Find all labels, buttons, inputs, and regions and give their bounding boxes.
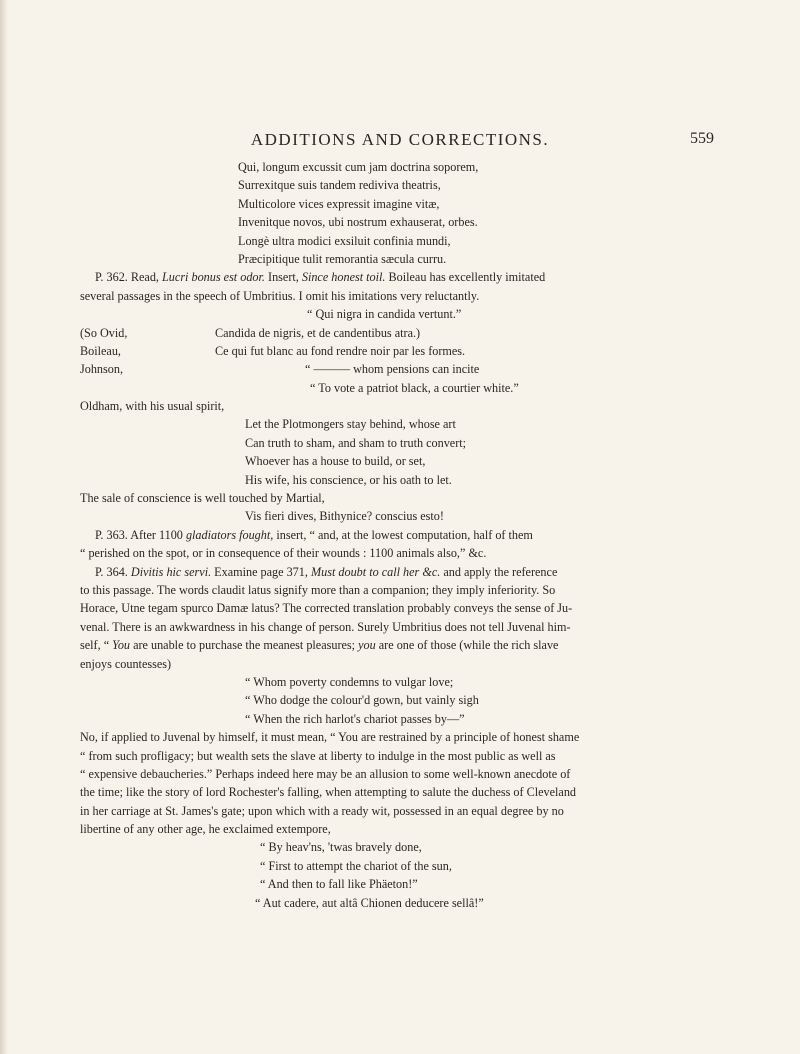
prose-line: to this passage. The words claudit latus signify more than a companion; they imply inferiority. So (80, 582, 556, 597)
verse-line: Præcipitique tulit remorantia sæcula curru. (238, 251, 447, 266)
prose-line: libertine of any other age, he exclaimed extempore, (80, 822, 331, 837)
attribution-text: Candida de nigris, et de candentibus atra.) (215, 325, 421, 340)
prose-line: in her carriage at St. James's gate; upon which with a ready wit, possessed in an equal degree by no (80, 803, 564, 818)
page-edge-shadow (0, 0, 8, 1054)
prose-line: “ expensive debaucheries.” Perhaps indeed here may be an allusion to some well-known anecdote of (80, 766, 571, 781)
prose-line (95, 563, 717, 581)
text-run: insert, “ and, at the lowest computation, half of them (273, 527, 533, 542)
attribution-boileau (80, 342, 717, 360)
oldham-intro: Oldham, with his usual spirit, (80, 399, 225, 414)
johnson-line-2: “ To vote a patriot black, a courtier white.” (310, 380, 519, 395)
verse-line: Let the Plotmongers stay behind, whose art (245, 417, 456, 432)
italic-run: Must doubt to call her &c. (310, 564, 441, 579)
prose-line (80, 636, 717, 654)
page-number: 559 (690, 130, 714, 147)
text-run: Boileau has excellently imitated (385, 270, 546, 285)
verse-line: Invenitque novos, ubi nostrum exhauserat, orbes. (238, 215, 478, 230)
verse-line: “ And then to fall like Phäeton!” (260, 877, 418, 892)
page-header (0, 130, 800, 150)
attribution-text: Ce qui fut blanc au fond rendre noir par les formes. (215, 343, 466, 358)
prose-line: No, if applied to Juvenal by himself, it must mean, “ You are restrained by a principle of honest shame (80, 730, 580, 745)
prose-line (95, 268, 717, 286)
verse-line: His wife, his conscience, or his oath to let. (245, 472, 452, 487)
prose-line: Horace, Utne tegam spurco Damæ latus? The corrected translation probably conveys the sense of Ju- (80, 601, 573, 616)
running-head: ADDITIONS AND CORRECTIONS. (250, 130, 550, 149)
latin-verse-1 (238, 158, 717, 268)
prose-line: the time; like the story of lord Rochester's falling, when attempting to salute the duchess of Cleveland (80, 785, 577, 800)
note-p364 (80, 563, 717, 673)
page-body (80, 158, 717, 912)
italic-run: you (358, 638, 376, 653)
italic-run: Since honest toil. (301, 270, 386, 285)
prose-line (95, 526, 717, 544)
italic-run: Lucri bonus est odor. (162, 270, 265, 285)
verse-line: Qui, longum excussit cum jam doctrina soporem, (238, 160, 479, 174)
verse-line: “ When the rich harlot's chariot passes by—” (245, 711, 465, 726)
attribution-text: “ ——— whom pensions can incite (305, 362, 480, 377)
text-run: self, “ (80, 638, 113, 653)
prose-line: venal. There is an awkwardness in his change of person. Surely Umbritius does not tell Juvenal him- (80, 619, 571, 634)
rochester-verse (260, 838, 717, 893)
verse-line: “ Who dodge the colour'd gown, but vainly sigh (245, 693, 479, 708)
prose-line: several passages in the speech of Umbritius. I omit his imitations very reluctantly. (80, 288, 480, 303)
verse-line: Whoever has a house to build, or set, (245, 454, 426, 469)
note-p363 (80, 526, 717, 563)
attribution-author: Boileau, (80, 343, 121, 358)
martial-intro: The sale of conscience is well touched by Martial, (80, 491, 325, 506)
italic-run: gladiators fought, (185, 527, 274, 542)
verse-line: “ By heav'ns, 'twas bravely done, (260, 840, 422, 855)
text-run: P. 362. Read, (95, 270, 163, 285)
martial-line: Vis fieri dives, Bithynice? conscius esto! (245, 509, 444, 524)
juvenal-quote: “ Qui nigra in candida vertunt.” (307, 307, 462, 322)
text-run: P. 363. After 1100 (95, 527, 186, 542)
verse-line: Can truth to sham, and sham to truth convert; (245, 435, 467, 450)
italic-run: Divitis hic servi. (130, 564, 212, 579)
verse-line: “ First to attempt the chariot of the sun, (260, 858, 452, 873)
johnson-verse (245, 673, 717, 728)
text-run: are one of those (while the rich slave (375, 638, 559, 653)
prose-line: “ perished on the spot, or in consequence of their wounds : 1100 animals also,” &c. (80, 546, 487, 561)
attribution-ovid (80, 324, 717, 342)
verse-line: Multicolore vices expressit imagine vitæ, (238, 196, 440, 211)
verse-line: Longè ultra modici exsiluit confinia mundi, (238, 233, 451, 248)
prose-line: “ from such profligacy; but wealth sets the slave at liberty to indulge in the most public as well as (80, 748, 556, 763)
note-p362 (80, 268, 717, 305)
oldham-verse (245, 415, 717, 489)
text-run: Examine page 371, (211, 564, 311, 579)
prose-line: enjoys countesses) (80, 656, 172, 671)
final-latin-line: “ Aut cadere, aut altâ Chionen deducere sellâ!” (255, 895, 484, 910)
paragraph-no (80, 728, 717, 838)
attribution-author: Johnson, (80, 362, 124, 377)
verse-line: Surrexitque suis tandem rediviva theatris, (238, 178, 441, 193)
italic-run: You (112, 638, 131, 653)
text-run: are unable to purchase the meanest pleasures; (130, 638, 359, 653)
text-run: Insert, (264, 270, 302, 285)
verse-line: “ Whom poverty condemns to vulgar love; (245, 674, 454, 689)
text-run: P. 364. (95, 564, 131, 579)
attribution-johnson (80, 360, 717, 378)
text-run: and apply the reference (440, 564, 558, 579)
attribution-author: (So Ovid, (80, 325, 128, 340)
